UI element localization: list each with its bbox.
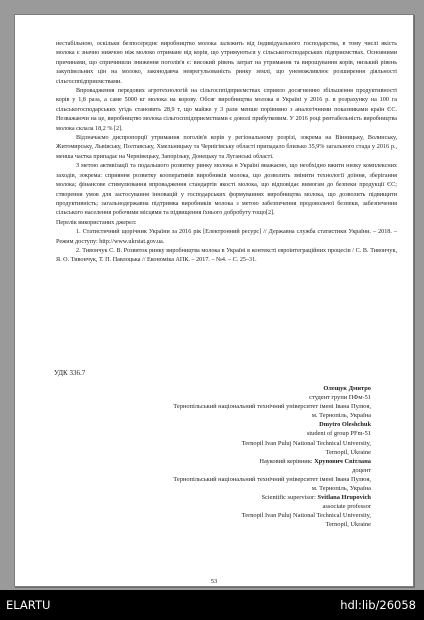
supervisor-line-ua <box>71 457 371 466</box>
supervisor-name-ua: Хрупович Світлана <box>314 457 371 465</box>
handle-id: hdl:lib/26058 <box>340 598 416 612</box>
paragraph-1: нестабільною, оскільки безпосереднє виробництво молока залежить від індивідуального господарства, в тому числі якість молока є значно нижчою ніж молоко отримане від корів, що утримуються у сільськогосподарських підприємствах. Основними причинами, що спричинили зниження поголів'я є: високий рівень затрат на утримання та вирощування корів, низький рівень закупівельних цін на молоко, законодавча неврегульованість ринку землі, що унеможливлює розширення діяльності сільгосппідприємствами. <box>56 41 397 85</box>
page-number: 53 <box>210 578 218 585</box>
supervisor-position-en: associate professor <box>322 503 371 511</box>
author-name-en: Dmytro Oleshchuk <box>319 421 371 429</box>
author-university-en: Ternopil Ivan Puluj National Technical University, <box>241 439 371 447</box>
author-university-ua: Тернопільський національний технічний університет імені Івана Пулюя, <box>173 403 371 411</box>
reference-1: 1. Статистичний щорічник України за 2016 рік [Електронний ресурс] // Державна служба статистики України. – 2018. – Режим доступу: http://www.ukrstat.gov.ua. <box>56 229 397 245</box>
supervisor-line-en <box>71 493 371 502</box>
supervisor-label-ua: Науковий керівник: <box>259 457 315 465</box>
supervisor-university-en: Ternopil Ivan Puluj National Technical University, <box>241 512 371 520</box>
udk-code: УДК 336.7 <box>54 369 86 377</box>
repository-name: ELARTU <box>6 598 51 612</box>
supervisor-position-ua: доцент <box>352 466 371 474</box>
supervisor-university-ua: Тернопільський національний технічний університет імені Івана Пулюя, <box>173 475 371 483</box>
author-block <box>71 384 371 530</box>
author-name-ua: Олещук Дмитро <box>323 385 371 392</box>
footer-bar <box>0 590 424 620</box>
supervisor-city-ua: м. Тернопіль, Україна <box>311 485 371 493</box>
author-status-en: student of group PFm-51 <box>306 430 371 438</box>
author-status-ua: студент групи ПФм-51 <box>309 394 371 402</box>
supervisor-city-en: Ternopil, Ukraine <box>325 521 371 529</box>
document-page <box>14 14 414 587</box>
references-title: Перелік використаних джерел: <box>56 219 137 226</box>
references-list <box>56 228 397 266</box>
author-city-ua: м. Тернопіль, Україна <box>311 412 371 420</box>
supervisor-name-en: Svitlana Hrupovich <box>317 494 371 502</box>
paragraph-3: Відзначаємо диспропорції утримання поголів'я корів у регіональному розрізі, зокрема на Вінницьку, Волинську, Житомирську, Львівську, Полтавську, Хмельницьку та Чернігівську області припадало близько 35,9% загального стада у 2016 р., менша частка припадає на Чернівецьку, Запорізьку, Донецьку та Луганські області. <box>56 135 397 160</box>
reference-2: 2. Тивончук С. В. Розвиток ринку виробництва молока в Україні в контексті євроінтеграційних процесів / С. В. Тивончук, Я. О. Тивончук, Т. П. Павлоцька // Економіка АПК. – 2017. – №4. – С. 25–31. <box>56 247 397 264</box>
paragraph-4: З метою активізації та подальшого розвитку ринку молока в Україні вважаємо, що необхідно вжити низку комплексних заходів, зокрема: сприяння розвитку кооперативів виробників молока, що дозволить змінити технології доїння, зберігання молока; фінансове стимулювання впровадження стандартів якості молока, що відповідає вимогам до безпеки продукції ЄС; створення умов для застосування інновацій у господарських формуваннях виробництва молока, що дозволить підвищити продуктивність; загальнодержавна підтримка виробників молока з метою забезпечення продовольчої безпеки, забезпечення сільського населення робочими місцями та підвищення їхнього добробуту тощо[2]. <box>56 163 397 217</box>
supervisor-label-en: Scientific supervisor: <box>261 494 318 502</box>
article-body <box>56 40 397 266</box>
paragraph-2: Впровадження передових агротехнологій на сільгосппідприємствах сприяло досягненню збільшення продуктивності корів у 1,8 раза, а саме 5000 кг молока на корову. Обсяг виробництва молока в Україні у 2016 р. в розрахунку на 100 га сільськогосподарських угідь становить 28,9 т, що майже у 3 рази менше порівняно з аналогічними показниками країн ЄС. Незважаючи на це, виробництво молока сільгосппідприємствами є доволі прибутковим. У 2016 році рентабельність виробництва молока склала 18,2 % [2]. <box>56 88 397 132</box>
author-city-en: Ternopil, Ukraine <box>325 448 371 456</box>
